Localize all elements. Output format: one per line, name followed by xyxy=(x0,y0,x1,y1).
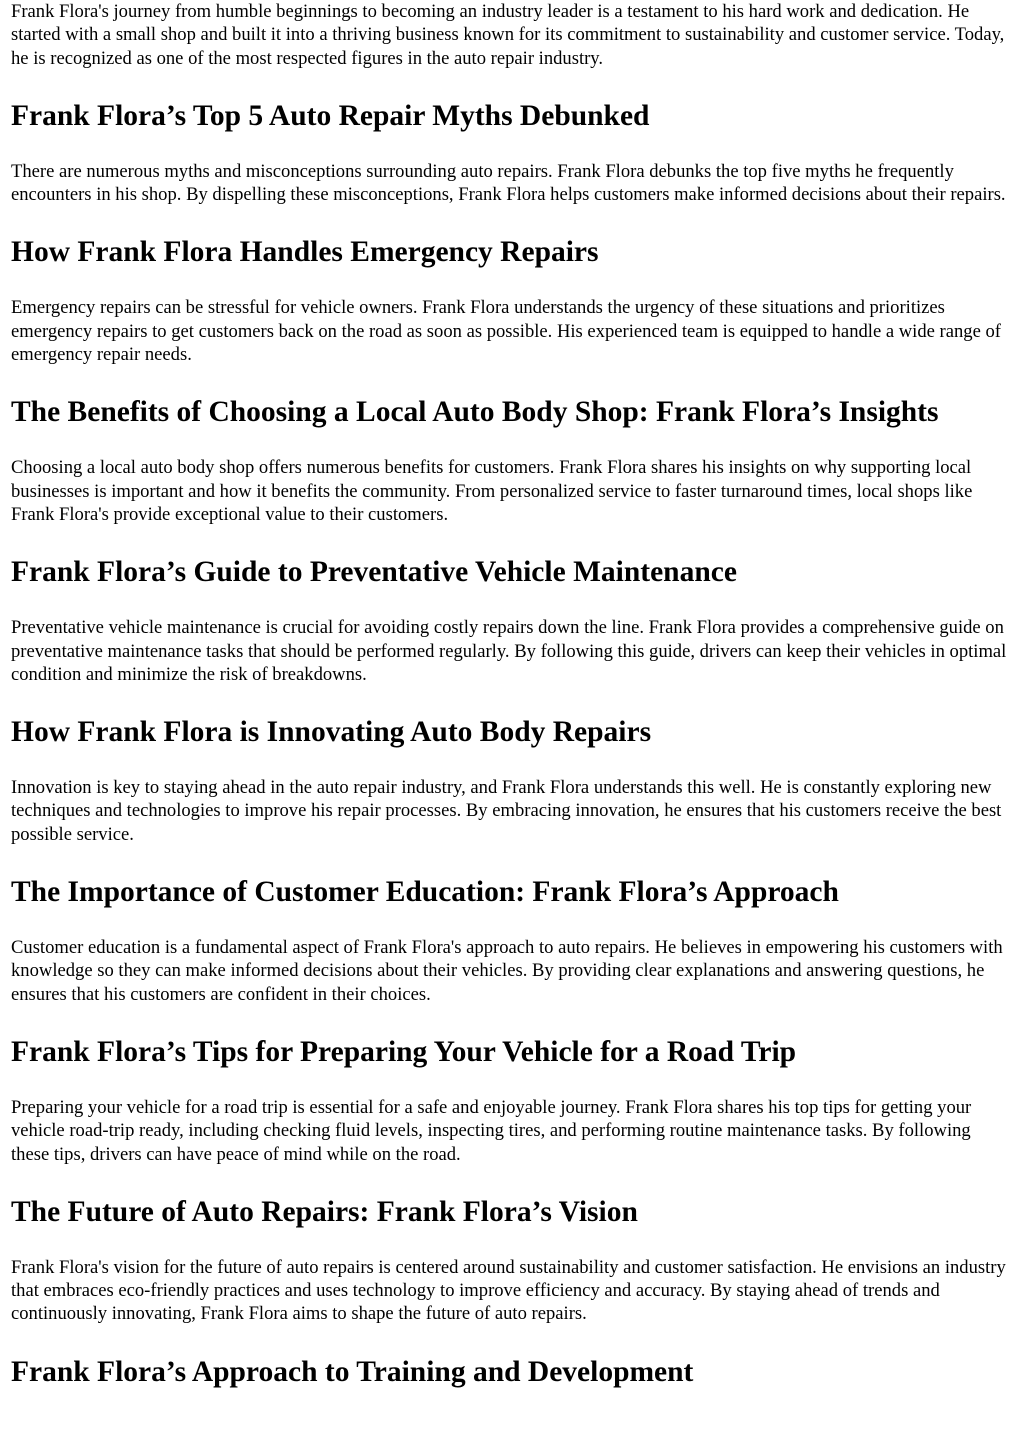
section-heading-future-vision: The Future of Auto Repairs: Frank Flora’s Vision xyxy=(11,1195,638,1228)
section-text-preventative-maintenance: Preventative vehicle maintenance is crucial for avoiding costly repairs down the line. Frank Flora provides a comprehensive guide on preventative maintenance tasks that should be performed regularly. By following this guide, drivers can keep their vehicles in optimal condition and minimize the risk of breakdowns. xyxy=(11,617,1007,685)
section-heading-preventative-maintenance: Frank Flora’s Guide to Preventative Vehicle Maintenance xyxy=(11,556,737,589)
section-text-road-trip-tips: Preparing your vehicle for a road trip is essential for a safe and enjoyable journey. Frank Flora shares his top tips for getting your vehicle road-trip ready, including checking fluid levels, inspecting tires, and performing routine maintenance tasks. By following these tips, drivers can have peace of mind while on the road. xyxy=(11,1096,972,1165)
section-heading-innovating-repairs: How Frank Flora is Innovating Auto Body Repairs xyxy=(11,716,652,749)
section-text-future-vision: Frank Flora's vision for the future of auto repairs is centered around sustainability and customer satisfaction. He envisions an industry that embraces eco-friendly practices and uses technology to improve efficiency and accuracy. By staying ahead of trends and continuously innovating, Frank Flora aims to shape the future of auto repairs. xyxy=(11,1256,1006,1325)
section-heading-local-auto-body-shop: The Benefits of Choosing a Local Auto Body Shop: Frank Flora’s Insights xyxy=(11,396,939,429)
section-text-emergency-repairs: Emergency repairs can be stressful for vehicle owners. Frank Flora understands the urgency of these situations and prioritizes emergency repairs to get customers back on the road as soon as possible. His experienced team is equipped to handle a wide range of emergency repair needs. xyxy=(11,297,1001,366)
section-heading-customer-education: The Importance of Customer Education: Frank Flora’s Approach xyxy=(11,876,839,909)
section-heading-training-development: Frank Flora’s Approach to Training and Development xyxy=(11,1355,694,1388)
section-text-auto-repair-myths: There are numerous myths and misconceptions surrounding auto repairs. Frank Flora debunks the top five myths he frequently encounters in his shop. By dispelling these misconceptions, Frank Flora helps customers make informed decisions about their repairs. xyxy=(11,160,1006,206)
section-text-local-auto-body-shop: Choosing a local auto body shop offers numerous benefits for customers. Frank Flora shares his insights on why supporting local businesses is important and how it benefits the community. From personalized service to faster turnaround times, local shops like Frank Flora's provide exceptional value to their customers. xyxy=(11,457,973,525)
section-text-customer-education: Customer education is a fundamental aspect of Frank Flora's approach to auto repairs. He believes in empowering his customers with knowledge so they can make informed decisions about their vehicles. By providing clear explanations and answering questions, he ensures that his customers are confident in their choices. xyxy=(11,937,1003,1005)
intro-paragraph: Frank Flora's journey from humble beginnings to becoming an industry leader is a testament to his hard work and dedication. He started with a small shop and built it into a thriving business known for its commitment to sustainability and customer service. Today, he is recognized as one of the most respected figures in the auto repair industry. xyxy=(11,1,1005,69)
section-text-innovating-repairs: Innovation is key to staying ahead in the auto repair industry, and Frank Flora understands this well. He is constantly exploring new techniques and technologies to improve his repair processes. By embracing innovation, he ensures that his customers receive the best possible service. xyxy=(11,777,1002,845)
section-heading-road-trip-tips: Frank Flora’s Tips for Preparing Your Vehicle for a Road Trip xyxy=(11,1035,797,1068)
section-heading-emergency-repairs: How Frank Flora Handles Emergency Repairs xyxy=(11,236,599,269)
section-heading-auto-repair-myths: Frank Flora’s Top 5 Auto Repair Myths Debunked xyxy=(11,99,650,132)
